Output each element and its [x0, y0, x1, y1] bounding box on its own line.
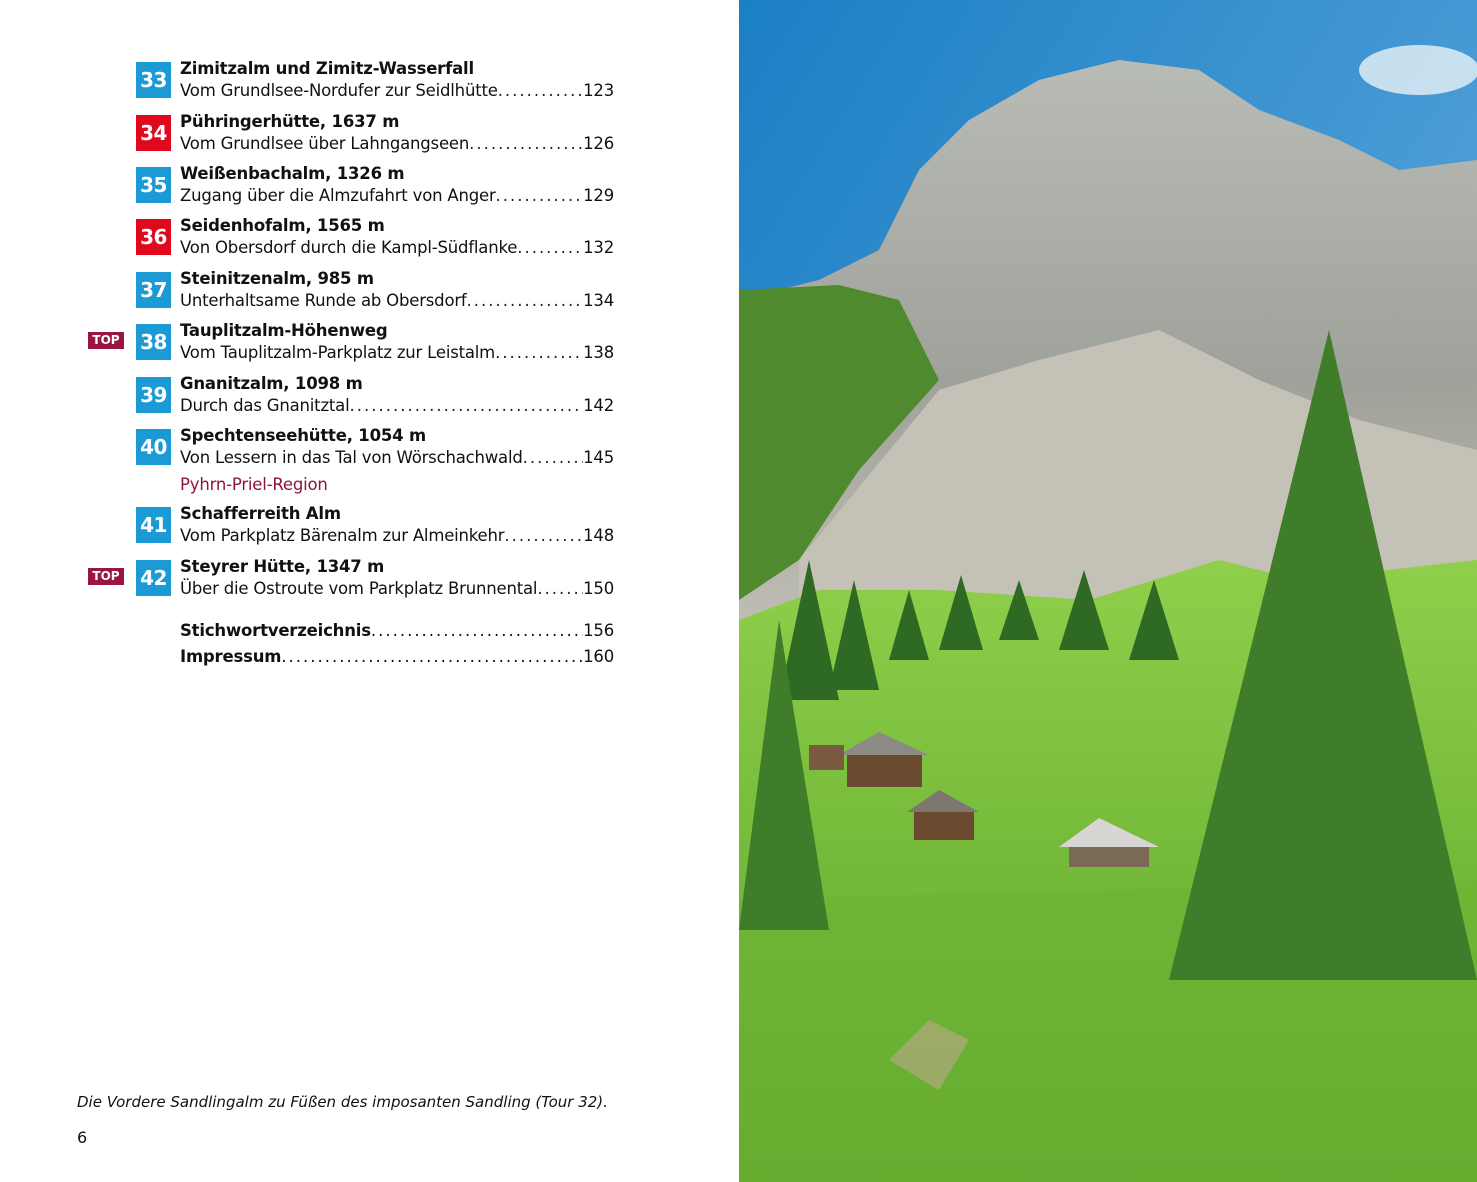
tour-number-badge: 36 — [136, 219, 171, 255]
toc-entry-35[interactable] — [0, 164, 739, 211]
photo-illustration — [739, 0, 1477, 1182]
page-ref: 148 — [583, 526, 614, 545]
tour-number-badge: 40 — [136, 429, 171, 465]
leader-dots — [469, 133, 583, 155]
tour-title: Steinitzenalm, 985 m — [180, 269, 374, 288]
tour-subtitle: Von Obersdorf durch die Kampl-Südflanke — [180, 238, 518, 257]
region-heading: Pyhrn-Priel-Region — [180, 475, 328, 494]
leader-dots — [517, 237, 583, 259]
leader-dots — [496, 185, 584, 207]
tour-title: Tauplitzalm-Höhenweg — [180, 321, 388, 340]
page-ref: 132 — [583, 238, 614, 257]
toc-entry-40[interactable] — [0, 426, 739, 473]
page-ref: 138 — [583, 343, 614, 362]
page-ref: 156 — [583, 621, 614, 640]
toc-entry-34[interactable] — [0, 112, 739, 159]
page-number: 6 — [77, 1128, 88, 1147]
leader-dots — [504, 525, 583, 547]
tour-subtitle: Unterhaltsame Runde ab Obersdorf — [180, 291, 467, 310]
toc-entry-41[interactable] — [0, 504, 739, 551]
leader-dots — [371, 620, 583, 642]
tour-subtitle: Durch das Gnanitztal — [180, 396, 350, 415]
tour-title: Gnanitzalm, 1098 m — [180, 374, 363, 393]
tour-title: Spechtenseehütte, 1054 m — [180, 426, 426, 445]
extra-label: Stichwortverzeichnis — [180, 621, 371, 640]
tour-title: Seidenhofalm, 1565 m — [180, 216, 385, 235]
tour-number-badge: 42 — [136, 560, 171, 596]
tour-subtitle-line — [180, 395, 614, 417]
photo-caption: Die Vordere Sandlingalm zu Füßen des imposanten Sandling (Tour 32). — [77, 1093, 608, 1111]
tour-subtitle-line — [180, 185, 614, 207]
tour-subtitle: Vom Tauplitzalm-Parkplatz zur Leistalm — [180, 343, 496, 362]
tour-title: Pühringerhütte, 1637 m — [180, 112, 400, 131]
leader-dots — [523, 447, 583, 469]
leader-dots — [349, 395, 583, 417]
page-ref: 150 — [583, 579, 614, 598]
page-ref: 142 — [583, 396, 614, 415]
tour-subtitle-line — [180, 80, 614, 102]
tour-number-badge: 34 — [136, 115, 171, 151]
tour-subtitle-line — [180, 447, 614, 469]
tour-subtitle: Vom Parkplatz Bärenalm zur Almeinkehr — [180, 526, 505, 545]
tour-title: Schafferreith Alm — [180, 504, 341, 523]
leader-dots — [495, 342, 583, 364]
toc-extra-index[interactable] — [180, 620, 614, 642]
tour-subtitle: Über die Ostroute vom Parkplatz Brunnental — [180, 579, 538, 598]
page-ref: 134 — [583, 291, 614, 310]
page-ref: 129 — [583, 186, 614, 205]
toc-entry-37[interactable] — [0, 269, 739, 316]
leader-dots — [281, 646, 583, 668]
page-ref: 145 — [583, 448, 614, 467]
toc-entry-33[interactable] — [0, 59, 739, 106]
tour-number-badge: 39 — [136, 377, 171, 413]
leader-dots — [467, 290, 584, 312]
top-badge: TOP — [88, 332, 124, 349]
leader-dots — [498, 80, 583, 102]
tour-subtitle-line — [180, 290, 614, 312]
tour-number-badge: 38 — [136, 324, 171, 360]
toc-extra-imprint[interactable] — [180, 646, 614, 668]
extra-label: Impressum — [180, 647, 282, 666]
leader-dots — [537, 578, 583, 600]
page-ref: 123 — [583, 81, 614, 100]
tour-title: Weißenbachalm, 1326 m — [180, 164, 405, 183]
tour-title: Zimitzalm und Zimitz-Wasserfall — [180, 59, 474, 78]
toc-entry-42[interactable] — [0, 557, 739, 604]
page-ref: 160 — [583, 647, 614, 666]
page-ref: 126 — [583, 134, 614, 153]
tour-subtitle-line — [180, 237, 614, 259]
toc-entry-38[interactable] — [0, 321, 739, 368]
tour-subtitle: Vom Grundlsee über Lahngangseen — [180, 134, 470, 153]
toc-entry-39[interactable] — [0, 374, 739, 421]
tour-number-badge: 35 — [136, 167, 171, 203]
tour-subtitle-line — [180, 578, 614, 600]
top-badge: TOP — [88, 568, 124, 585]
mountain-alpine-meadow-photo — [739, 0, 1477, 1182]
tour-subtitle-line — [180, 525, 614, 547]
tour-subtitle-line — [180, 133, 614, 155]
tour-subtitle-line — [180, 342, 614, 364]
tour-number-badge: 41 — [136, 507, 171, 543]
tour-number-badge: 37 — [136, 272, 171, 308]
toc-entry-36[interactable] — [0, 216, 739, 263]
tour-subtitle: Zugang über die Almzufahrt von Anger — [180, 186, 496, 205]
tour-title: Steyrer Hütte, 1347 m — [180, 557, 385, 576]
tour-subtitle: Von Lessern in das Tal von Wörschachwald — [180, 448, 523, 467]
tour-number-badge: 33 — [136, 62, 171, 98]
tour-subtitle: Vom Grundlsee-Nordufer zur Seidlhütte — [180, 81, 498, 100]
